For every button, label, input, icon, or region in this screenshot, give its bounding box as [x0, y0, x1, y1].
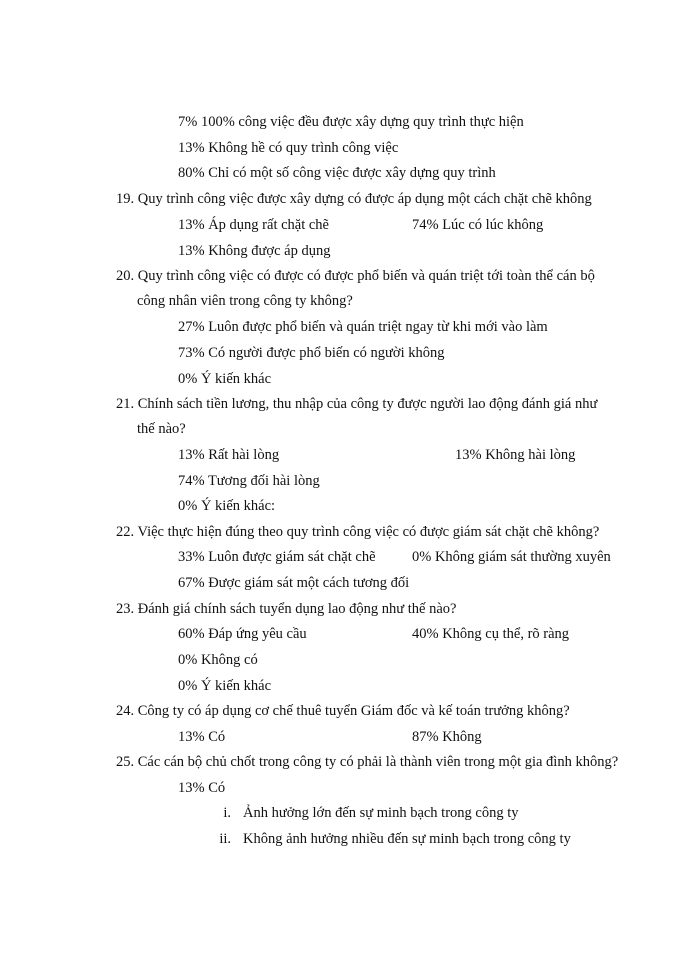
q19-option-3: 13% Không được áp dụng — [178, 243, 331, 259]
q23-option-4: 0% Ý kiến khác — [178, 678, 272, 694]
intro-option-2: 13% Không hề có quy trình công việc — [178, 140, 399, 156]
q22-option-2: 0% Không giám sát thường xuyên — [412, 549, 611, 565]
q25-sub-item-1-number: i. — [223, 805, 231, 821]
q24-option-1: 13% Có — [178, 729, 226, 745]
question-23: 23. Đánh giá chính sách tuyển dụng lao động như thế nào? — [116, 601, 457, 617]
q25-sub-item-2-text: Không ảnh hưởng nhiều đến sự minh bạch trong công ty — [243, 831, 571, 847]
question-21-line-1: 21. Chính sách tiền lương, thu nhập của công ty được người lao động đánh giá như — [116, 396, 598, 412]
q23-option-3: 0% Không có — [178, 652, 258, 668]
question-22: 22. Việc thực hiện đúng theo quy trình công việc có được giám sát chặt chẽ không? — [116, 524, 600, 540]
q23-option-2: 40% Không cụ thể, rõ ràng — [412, 626, 570, 642]
q20-option-1: 27% Luôn được phổ biến và quán triệt ngay từ khi mới vào làm — [178, 319, 548, 335]
q25-option-1: 13% Có — [178, 780, 226, 796]
question-24: 24. Công ty có áp dụng cơ chế thuê tuyển Giám đốc và kế toán trưởng không? — [116, 703, 570, 719]
q21-option-4: 0% Ý kiến khác: — [178, 498, 276, 514]
question-21-line-2: thế nào? — [137, 421, 186, 437]
question-19: 19. Quy trình công việc được xây dựng có được áp dụng một cách chặt chẽ không — [116, 191, 592, 207]
q24-option-2: 87% Không — [412, 729, 482, 745]
q20-option-3: 0% Ý kiến khác — [178, 371, 272, 387]
q25-sub-item-2-number: ii. — [219, 831, 231, 847]
q20-option-2: 73% Có người được phổ biến có người không — [178, 345, 445, 361]
question-20-line-2: công nhân viên trong công ty không? — [137, 293, 353, 309]
intro-option-3: 80% Chỉ có một số công việc được xây dựng quy trình — [178, 165, 496, 181]
q21-option-2: 13% Không hài lòng — [455, 447, 576, 463]
q19-option-2: 74% Lúc có lúc không — [412, 217, 544, 233]
intro-option-1: 7% 100% công việc đều được xây dựng quy trình thực hiện — [178, 114, 524, 130]
q21-option-3: 74% Tương đối hài lòng — [178, 473, 320, 489]
q25-sub-item-1-text: Ảnh hưởng lớn đến sự minh bạch trong công ty — [243, 805, 519, 821]
q23-option-1: 60% Đáp ứng yêu cầu — [178, 626, 307, 642]
q22-option-1: 33% Luôn được giám sát chặt chẽ — [178, 549, 376, 565]
q21-option-1: 13% Rất hài lòng — [178, 447, 280, 463]
question-20-line-1: 20. Quy trình công việc có được có được phổ biến và quán triệt tới toàn thể cán bộ — [116, 268, 595, 284]
question-25: 25. Các cán bộ chủ chốt trong công ty có phải là thành viên trong một gia đình không? — [116, 754, 619, 770]
q19-option-1: 13% Áp dụng rất chặt chẽ — [178, 217, 329, 233]
q22-option-3: 67% Được giám sát một cách tương đối — [178, 575, 410, 591]
